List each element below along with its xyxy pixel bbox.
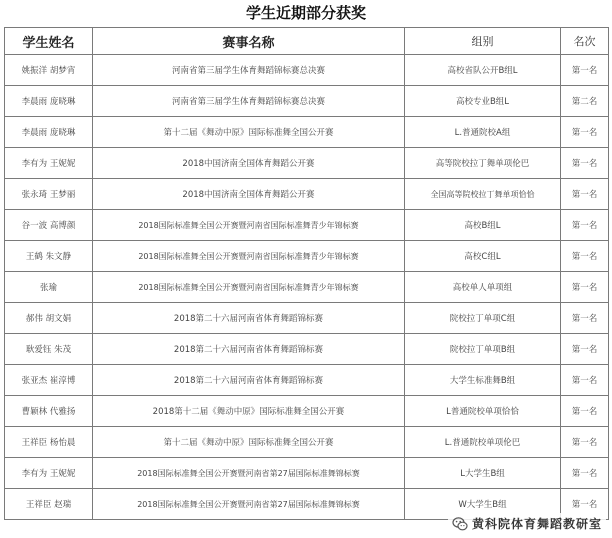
rank-cell: 第一名: [561, 148, 609, 179]
group-cell: L.普通院校A组: [405, 117, 561, 148]
rank-cell: 第一名: [561, 210, 609, 241]
event-name-cell: 2018第二十六届河南省体育舞蹈锦标赛: [93, 334, 405, 365]
watermark: [448, 513, 606, 534]
rank-cell: 第一名: [561, 241, 609, 272]
rank-cell: 第一名: [561, 365, 609, 396]
header-rank: 名次: [561, 28, 609, 55]
event-name-cell: 2018第二十六届河南省体育舞蹈锦标赛: [93, 365, 405, 396]
event-name-cell: 2018国际标准舞全国公开赛暨河南省第27届国际标准舞锦标赛: [93, 458, 405, 489]
rank-cell: 第一名: [561, 272, 609, 303]
table-row: [5, 210, 609, 241]
group-cell: L.普通院校单项伦巴: [405, 427, 561, 458]
student-name-cell: 张亚杰 崔淳博: [5, 365, 93, 396]
rank-cell: 第一名: [561, 55, 609, 86]
table-row: [5, 179, 609, 210]
event-name-cell: 2018中国济南全国体育舞蹈公开赛: [93, 148, 405, 179]
event-name-cell: 2018国际标准舞全国公开赛暨河南省国际标准舞青少年锦标赛: [93, 210, 405, 241]
event-name-cell: 第十二届《舞动中原》国际标准舞全国公开赛: [93, 117, 405, 148]
event-name-cell: 2018第二十六届河南省体育舞蹈锦标赛: [93, 303, 405, 334]
student-name-cell: 王祥臣 杨怡晨: [5, 427, 93, 458]
rank-cell: 第一名: [561, 334, 609, 365]
table-row: [5, 272, 609, 303]
rank-cell: 第一名: [561, 489, 609, 520]
student-name-cell: 李晨雨 庞晓琳: [5, 86, 93, 117]
table-header-row: [5, 28, 609, 55]
event-name-cell: 河南省第三届学生体育舞蹈锦标赛总决赛: [93, 55, 405, 86]
group-cell: 院校拉丁单项B组: [405, 334, 561, 365]
rank-cell: 第一名: [561, 396, 609, 427]
rank-cell: 第一名: [561, 458, 609, 489]
table-row: [5, 303, 609, 334]
group-cell: L大学生B组: [405, 458, 561, 489]
header-group: 组别: [405, 28, 561, 55]
table-row: [5, 427, 609, 458]
group-cell: 高校单人单项组: [405, 272, 561, 303]
group-cell: L普通院校单项恰恰: [405, 396, 561, 427]
group-cell: 大学生标准舞B组: [405, 365, 561, 396]
table-row: [5, 148, 609, 179]
student-name-cell: 李晨雨 庞晓琳: [5, 117, 93, 148]
event-name-cell: 2018国际标准舞全国公开赛暨河南省国际标准舞青少年锦标赛: [93, 272, 405, 303]
event-name-cell: 2018国际标准舞全国公开赛暨河南省国际标准舞青少年锦标赛: [93, 241, 405, 272]
table-row: [5, 117, 609, 148]
awards-table: [4, 27, 609, 520]
table-row: [5, 458, 609, 489]
student-name-cell: 张瑜: [5, 272, 93, 303]
watermark-text: 黄科院体育舞蹈教研室: [471, 517, 602, 531]
group-cell: 高校省队公开B组L: [405, 55, 561, 86]
student-name-cell: 姚振洋 胡梦宵: [5, 55, 93, 86]
group-cell: W大学生B组: [405, 489, 561, 520]
table-row: [5, 55, 609, 86]
table-row: [5, 365, 609, 396]
rank-cell: 第一名: [561, 427, 609, 458]
header-event-name: 赛事名称: [93, 28, 405, 55]
student-name-cell: 耿爱钰 朱茂: [5, 334, 93, 365]
table-row: [5, 241, 609, 272]
student-name-cell: 曹颖林 代雅扬: [5, 396, 93, 427]
student-name-cell: 张永琦 王梦丽: [5, 179, 93, 210]
event-name-cell: 2018第十二届《舞动中原》国际标准舞全国公开赛: [93, 396, 405, 427]
table-row: [5, 334, 609, 365]
student-name-cell: 王祥臣 赵瑞: [5, 489, 93, 520]
student-name-cell: 李有为 王妮妮: [5, 458, 93, 489]
student-name-cell: 谷一波 高博颜: [5, 210, 93, 241]
table-row: [5, 396, 609, 427]
group-cell: 高等院校拉丁舞单项伦巴: [405, 148, 561, 179]
header-student-name: 学生姓名: [5, 28, 93, 55]
group-cell: 全国高等院校拉丁舞单项恰恰: [405, 179, 561, 210]
rank-cell: 第一名: [561, 117, 609, 148]
rank-cell: 第二名: [561, 86, 609, 117]
group-cell: 院校拉丁单项C组: [405, 303, 561, 334]
student-name-cell: 郝伟 胡文娟: [5, 303, 93, 334]
rank-cell: 第一名: [561, 179, 609, 210]
page-title: 学生近期部分获奖: [245, 4, 366, 22]
student-name-cell: 李有为 王妮妮: [5, 148, 93, 179]
rank-cell: 第一名: [561, 303, 609, 334]
wechat-icon: [452, 516, 468, 532]
event-name-cell: 河南省第三届学生体育舞蹈锦标赛总决赛: [93, 86, 405, 117]
student-name-cell: 王鹤 朱文静: [5, 241, 93, 272]
event-name-cell: 2018中国济南全国体育舞蹈公开赛: [93, 179, 405, 210]
group-cell: 高校C组L: [405, 241, 561, 272]
group-cell: 高校专业B组L: [405, 86, 561, 117]
table-row: [5, 86, 609, 117]
event-name-cell: 第十二届《舞动中原》国际标准舞全国公开赛: [93, 427, 405, 458]
group-cell: 高校B组L: [405, 210, 561, 241]
event-name-cell: 2018国际标准舞全国公开赛暨河南省第27届国际标准舞锦标赛: [93, 489, 405, 520]
